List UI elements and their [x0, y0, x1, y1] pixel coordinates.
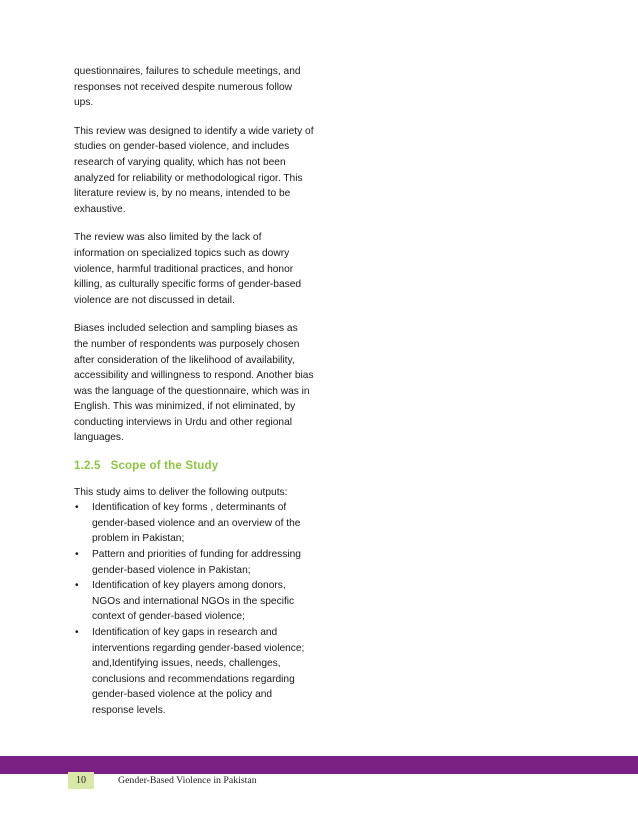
list-item-text: Identification of key forms , determinants of gender-based violence and an overview of the problem in Pakistan; [92, 502, 301, 545]
section-title: Scope of the Study [110, 460, 219, 473]
paragraph-review-design: This review was designed to identify a wide variety of studies on gender-based violence, and includes research of varying quality, which has not been analyzed for reliability or methodological rigor. This literature review is, by no means, intended to be exhaustive. [74, 125, 314, 215]
list-item [74, 625, 314, 719]
list-item [74, 500, 314, 547]
section-intro: This study aims to deliver the following outputs: [74, 486, 288, 498]
main-text-column [74, 64, 314, 719]
footer-title: Gender-Based Violence in Pakistan [118, 775, 257, 786]
footer-band [0, 756, 638, 774]
list-item [74, 547, 314, 578]
page-number: 10 [68, 772, 94, 789]
list-item-text: Pattern and priorities of funding for addressing gender-based violence in Pakistan; [92, 549, 301, 576]
paragraph-response-issues: questionnaires, failures to schedule meetings, and responses not received despite numerous follow ups. [74, 66, 301, 109]
bullet-icon: • [75, 627, 79, 638]
bullet-icon: • [75, 580, 79, 592]
bullet-icon: • [75, 549, 79, 561]
paragraph-biases: Biases included selection and sampling biases as the number of respondents was purposely chosen after consideration of the likelihood of availability, accessibility and willingness to respond. Another bias was the language of the questionnaire, which was in English. This was minimized, if not eliminated, by conducting interviews in Urdu and other regional languages. [74, 323, 314, 444]
paragraph-review-limits: The review was also limited by the lack of information on specialized topics such as dowry violence, harmful traditional practices, and honor killing, as culturally specific forms of gender-based violence are not discussed in detail. [74, 232, 302, 306]
section-number: 1.2.5 [74, 460, 101, 473]
outputs-list [74, 500, 314, 718]
list-item-text: Identification of key players among donors, NGOs and international NGOs in the specific context of gender-based violence; [92, 580, 295, 623]
list-item [74, 578, 314, 625]
section-heading [74, 459, 314, 475]
list-item-text: Identification of key gaps in research and interventions regarding gender-based violence; and,Identifying issues, needs, challenges, conclusions and recommendations regarding gender-based violence at the policy and response levels. [92, 627, 305, 716]
bullet-icon: • [75, 502, 79, 514]
